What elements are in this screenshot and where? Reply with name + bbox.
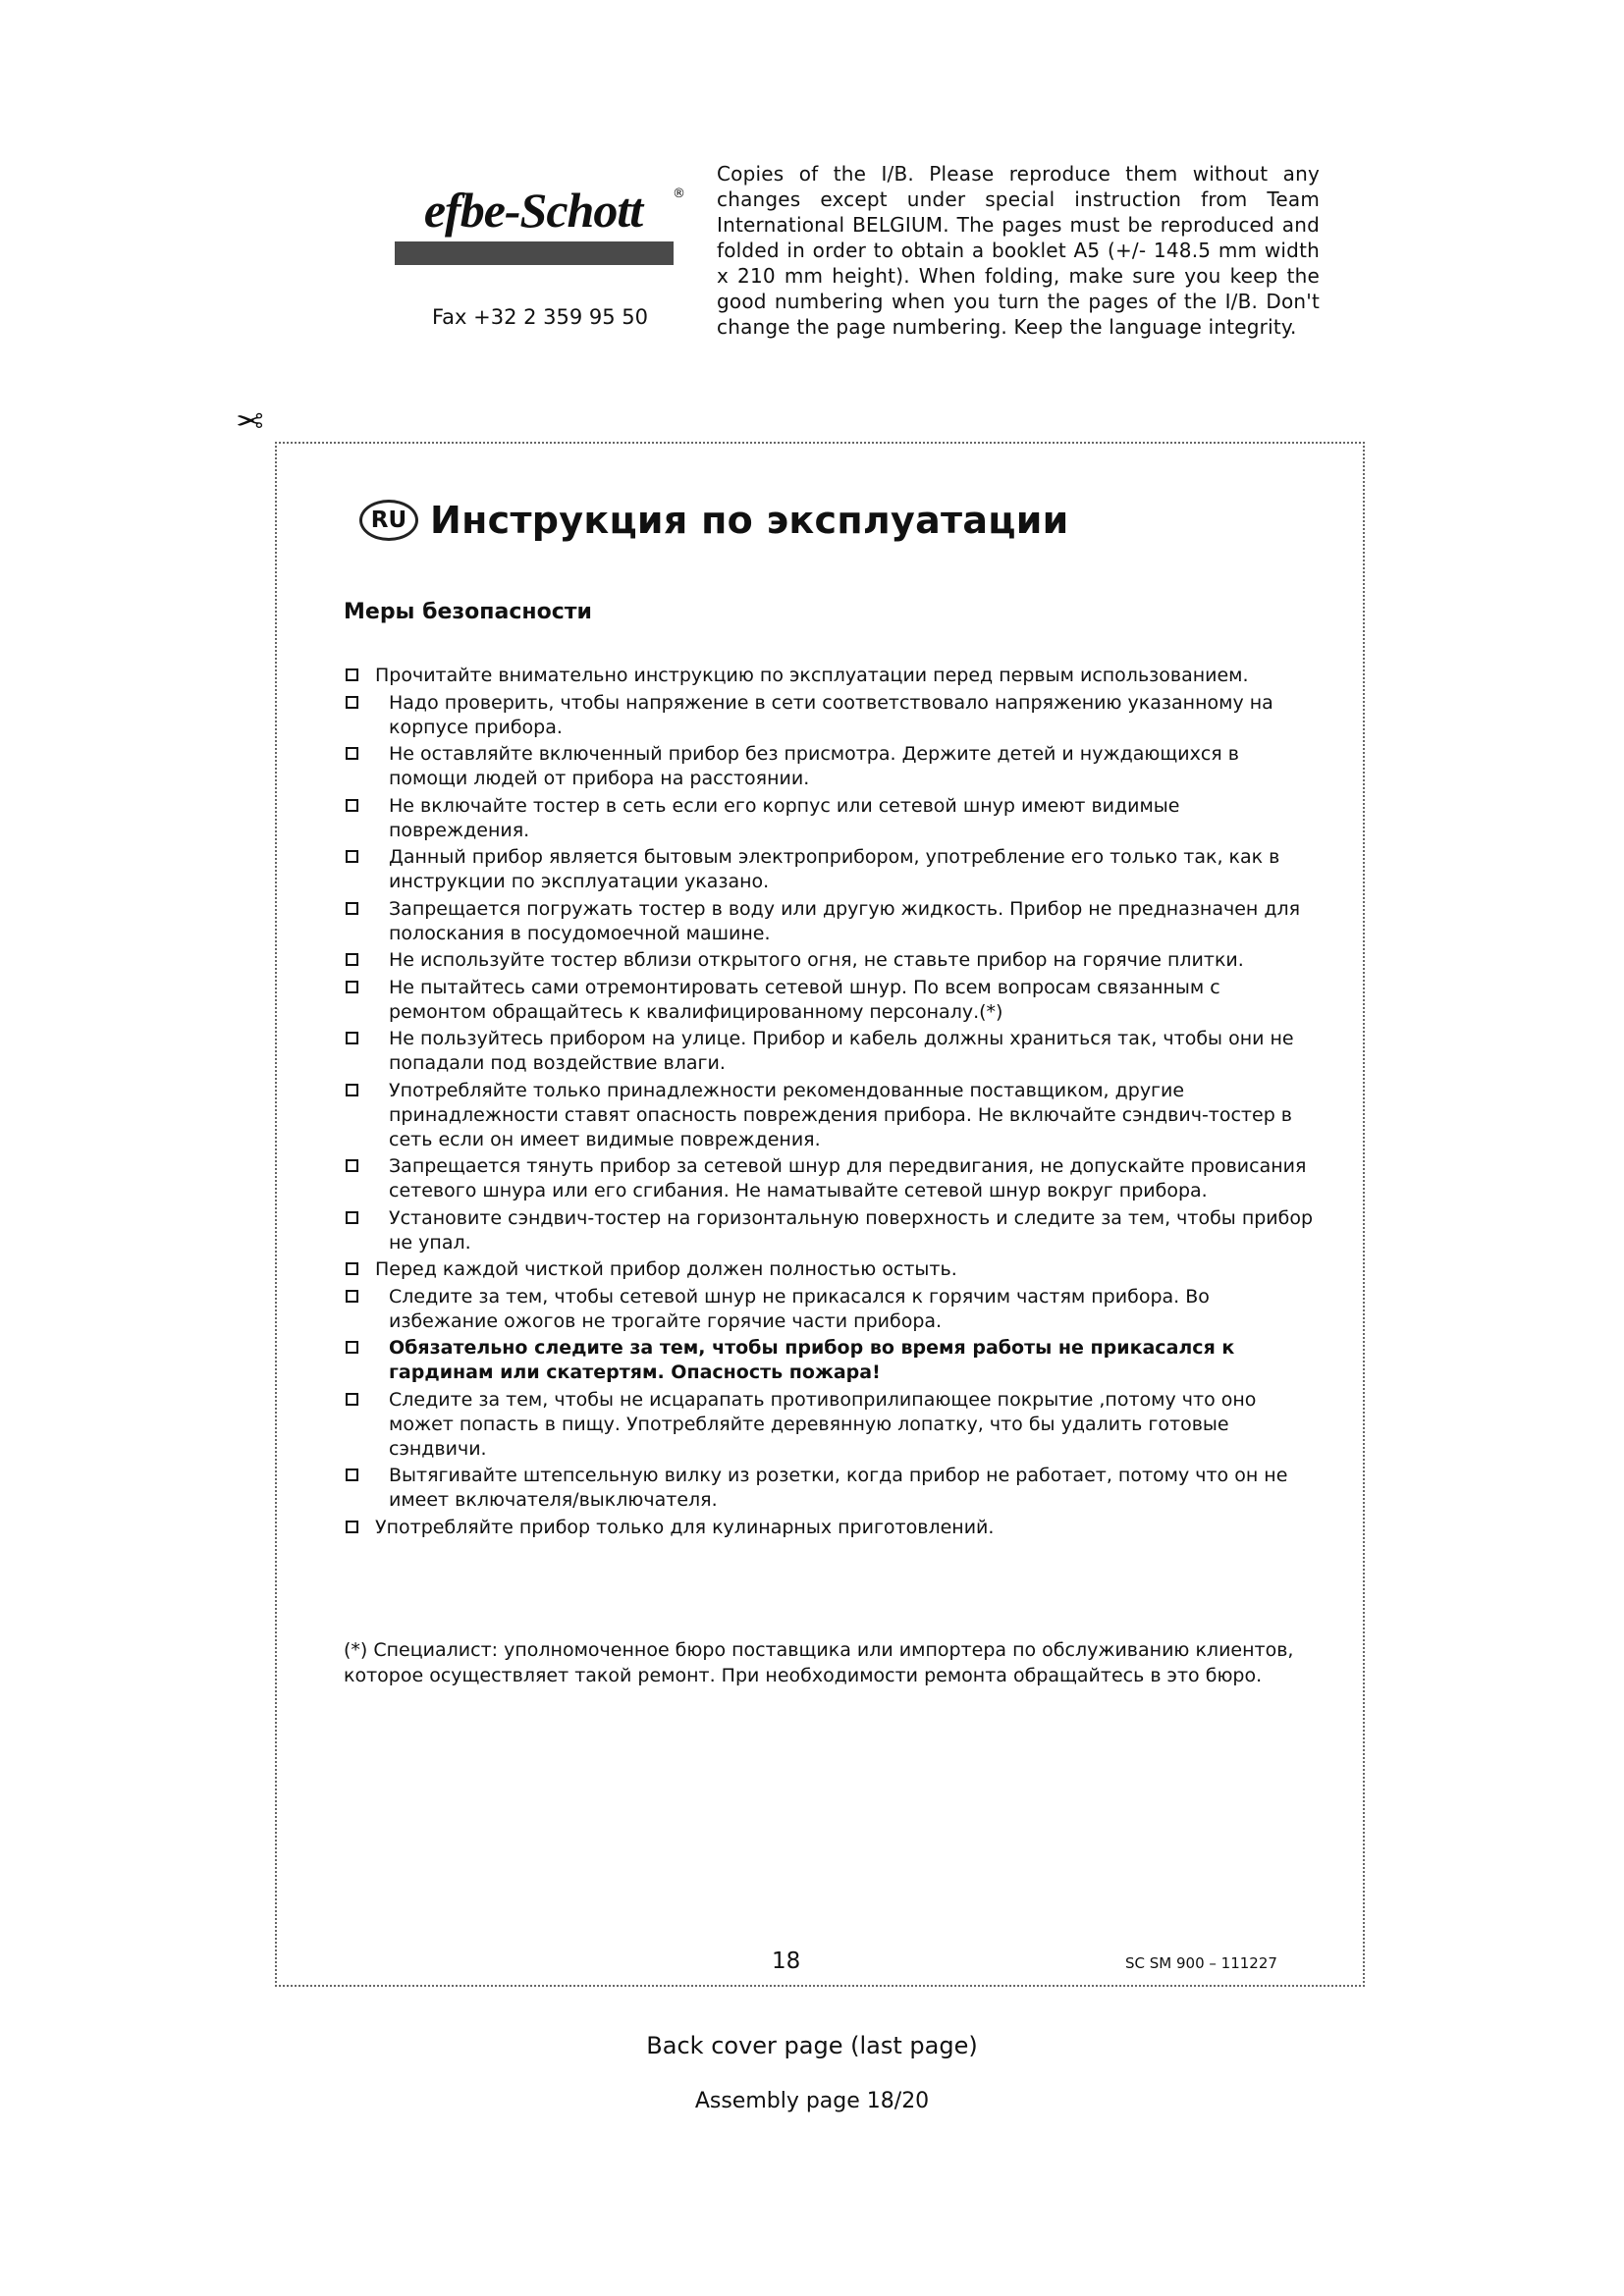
page-number: 18 <box>772 1949 801 1974</box>
scissors-icon: ✂ <box>236 400 264 439</box>
safety-list <box>344 664 1316 1542</box>
copies-note: Copies of the I/B. Please reproduce them without any changes except under special instruction from Team International BELGIUM. The pages must be reproduced and folded in order to obtain a booklet A5 (+/- 148.5 mm width x 210 mm height). When folding, make sure you keep the good numbering when you turn the pages of the I/B. Don't change the page numbering. Keep the language integrity. <box>717 162 1320 339</box>
checkbox-bullet-icon <box>346 953 358 966</box>
list-item-text: Употребляйте прибор только для кулинарных приготовлений. <box>375 1516 995 1538</box>
list-item-text: Надо проверить, чтобы напряжение в сети соответствовало напряжению указанному на корпусе прибора. <box>389 691 1273 738</box>
list-item-text: Не включайте тостер в сеть если его корпус или сетевой шнур имеют видимые повреждения. <box>389 794 1180 841</box>
language-badge: RU <box>359 500 418 541</box>
list-item <box>344 794 1316 843</box>
list-item <box>344 948 1316 973</box>
footnote: (*) Специалист: уполномоченное бюро поставщика или импортера по обслуживанию клиентов, которое осуществляет такой ремонт. При необходимости ремонта обращайтесь в это бюро. <box>344 1639 1294 1686</box>
brand-logo <box>389 183 685 267</box>
list-item-text: Запрещается тянуть прибор за сетевой шнур для передвигания, не допускайте провисания сетевого шнура или его сгибания. Не наматывайте сетевой шнур вокруг прибора. <box>389 1155 1307 1201</box>
list-item <box>344 1516 1316 1540</box>
list-item-text: Следите за тем, чтобы сетевой шнур не прикасался к горячим частям прибора. Во избежание ожогов не трогайте горячие части прибора. <box>389 1285 1210 1332</box>
fax-number: Fax +32 2 359 95 50 <box>432 305 649 329</box>
checkbox-bullet-icon <box>346 696 358 709</box>
list-item <box>344 845 1316 894</box>
list-item <box>344 742 1316 791</box>
checkbox-bullet-icon <box>346 668 358 681</box>
checkbox-bullet-icon <box>346 747 358 760</box>
document-reference: SC SM 900 – 111227 <box>1125 1954 1277 1972</box>
list-item-text: Не оставляйте включенный прибор без присмотра. Держите детей и нуждающихся в помощи людей от прибора на расстоянии. <box>389 743 1239 789</box>
list-item-text: Установите сэндвич-тостер на горизонтальную поверхность и следите за тем, чтобы прибор не упал. <box>389 1206 1314 1254</box>
list-item-text: Не пытайтесь сами отремонтировать сетевой шнур. По всем вопросам связанным с ремонтом обращайтесь к квалифицированному персоналу.(*) <box>389 976 1220 1023</box>
list-item <box>344 1464 1316 1513</box>
brand-name: efbe-Schott <box>423 183 643 238</box>
checkbox-bullet-icon <box>346 1032 358 1044</box>
assembly-label: Assembly page 18/20 <box>694 2089 930 2113</box>
checkbox-bullet-icon <box>346 1262 358 1275</box>
back-cover-label: Back cover page (last page) <box>646 2032 978 2059</box>
checkbox-bullet-icon <box>346 1341 358 1354</box>
page-title: Инструкция по эксплуатации <box>430 499 1069 542</box>
list-item-text: Не пользуйтесь прибором на улице. Прибор и кабель должны храниться так, чтобы они не попадали под воздействие влаги. <box>389 1028 1294 1074</box>
checkbox-bullet-icon <box>346 981 358 993</box>
list-item-text: Не используйте тостер вблизи открытого огня, не ставьте прибор на горячие плитки. <box>389 949 1244 971</box>
list-item <box>344 1154 1316 1203</box>
checkbox-bullet-icon <box>346 902 358 915</box>
logo-bar <box>395 241 674 265</box>
list-item <box>344 1079 1316 1152</box>
checkbox-bullet-icon <box>346 1521 358 1533</box>
list-item <box>344 1336 1316 1385</box>
checkbox-bullet-icon <box>346 1290 358 1303</box>
list-item-text: Следите за тем, чтобы не исцарапать противоприлипающее покрытие ,потому что оно может попасть в пищу. Употребляйте деревянную лопатку, что бы удалить готовые сэндвичи. <box>389 1388 1257 1460</box>
checkbox-bullet-icon <box>346 1159 358 1172</box>
list-item <box>344 1206 1316 1255</box>
list-item-text: Обязательно следите за тем, чтобы прибор во время работы не прикасался к гардинам или скатертям. Опасность пожара! <box>389 1337 1235 1383</box>
list-item-text: Данный прибор является бытовым электроприбором, употребление его только так, как в инструкции по эксплуатации указано. <box>389 846 1280 892</box>
list-item-text: Прочитайте внимательно инструкцию по эксплуатации перед первым использованием. <box>375 665 1249 686</box>
list-item <box>344 1388 1316 1462</box>
checkbox-bullet-icon <box>346 1211 358 1224</box>
section-heading: Меры безопасности <box>344 600 592 624</box>
list-item-text: Перед каждой чисткой прибор должен полностью остыть. <box>375 1258 957 1280</box>
list-item <box>344 691 1316 740</box>
list-item <box>344 976 1316 1025</box>
registered-mark: ® <box>673 187 685 201</box>
list-item <box>344 897 1316 946</box>
checkbox-bullet-icon <box>346 1084 358 1096</box>
checkbox-bullet-icon <box>346 1468 358 1481</box>
list-item <box>344 1027 1316 1076</box>
list-item-text: Запрещается погружать тостер в воду или другую жидкость. Прибор не предназначен для полоскания в посудомоечной машине. <box>389 897 1301 944</box>
manual-title <box>359 487 1069 554</box>
checkbox-bullet-icon <box>346 1393 358 1406</box>
list-item-text: Употребляйте только принадлежности рекомендованные поставщиком, другие принадлежности ставят опасность повреждения прибора. Не включайте сэндвич-тостер в сеть если он имеет видимые повреждения. <box>389 1079 1292 1150</box>
list-item <box>344 1285 1316 1334</box>
list-item <box>344 1257 1316 1282</box>
checkbox-bullet-icon <box>346 850 358 863</box>
list-item <box>344 664 1316 688</box>
list-item-text: Вытягивайте штепсельную вилку из розетки, когда прибор не работает, потому что он не имеет включателя/выключателя. <box>389 1465 1288 1511</box>
checkbox-bullet-icon <box>346 799 358 812</box>
